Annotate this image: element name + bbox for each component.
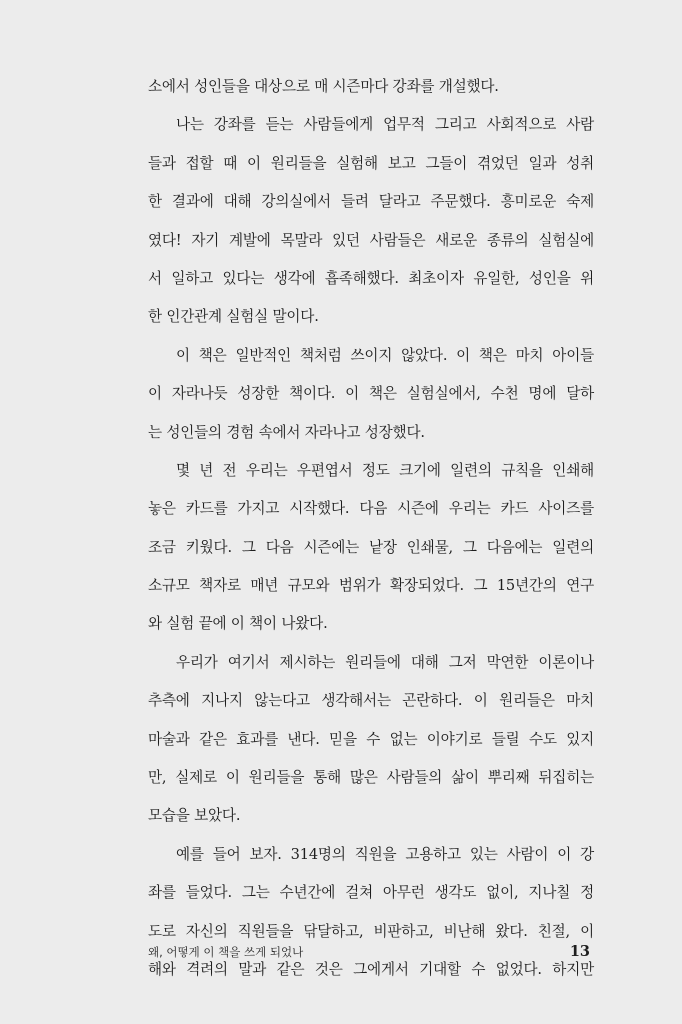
text-line: 였다! 자기 계발에 목말라 있던 사람들은 새로운 종류의 실험실에 [148,231,594,249]
page-number: 13 [569,943,590,960]
page-footer [148,940,594,964]
text-line: 모습을 보았다. [148,807,241,825]
running-title: 왜, 어떻게 이 책을 쓰게 되었나 [148,945,304,959]
text-line: 이 자라나듯 성장한 책이다. 이 책은 실험실에서, 수천 명에 달하 [148,385,594,403]
text-line: 몇 년 전 우리는 우편엽서 정도 크기에 일련의 규칙을 인쇄해 [176,461,594,479]
text-line: 이 책은 일반적인 책처럼 쓰이지 않았다. 이 책은 마치 아이들 [176,346,594,364]
text-line: 들과 접할 때 이 원리들을 실험해 보고 그들이 겪었던 일과 성취 [148,154,594,172]
text-line: 한 결과에 대해 강의실에서 들려 달라고 주문했다. 흥미로운 숙제 [148,193,594,211]
text-line: 한 인간관계 실험실 말이다. [148,308,319,326]
body-text [148,68,594,989]
text-line: 해와 격려의 말과 같은 것은 그에게서 기대할 수 없었다. 하지만 [148,960,594,978]
text-line: 놓은 카드를 가지고 시작했다. 다음 시즌에 우리는 카드 사이즈를 [148,500,594,518]
text-line: 와 실험 끝에 이 책이 나왔다. [148,615,328,633]
text-line: 서 일하고 있다는 생각에 흡족해했다. 최초이자 유일한, 성인을 위 [148,269,594,287]
text-line: 우리가 여기서 제시하는 원리들에 대해 그저 막연한 이론이나 [176,653,594,671]
text-line: 만, 실제로 이 원리들을 통해 많은 사람들의 삶이 뿌리째 뒤집히는 [148,769,594,787]
text-line: 추측에 지나지 않는다고 생각해서는 곤란하다. 이 원리들은 마치 [148,692,594,710]
text-line: 예를 들어 보자. 314명의 직원을 고용하고 있는 사람이 이 강 [176,845,594,863]
text-line: 좌를 들었다. 그는 수년간에 걸쳐 아무런 생각도 없이, 지나칠 정 [148,884,594,902]
text-line: 소에서 성인들을 대상으로 매 시즌마다 강좌를 개설했다. [148,78,499,95]
text-line: 는 성인들의 경험 속에서 자라나고 성장했다. [148,423,425,441]
text-line: 조금 키웠다. 그 다음 시즌에는 낱장 인쇄물, 그 다음에는 일련의 [148,538,594,556]
text-line: 나는 강좌를 듣는 사람들에게 업무적 그리고 사회적으로 사람 [176,116,594,134]
text-line: 도로 자신의 직원들을 닦달하고, 비판하고, 비난해 왔다. 친절, 이 [148,922,594,940]
text-line: 소규모 책자로 매년 규모와 범위가 확장되었다. 그 15년간의 연구 [148,577,594,595]
text-line: 마술과 같은 효과를 낸다. 믿을 수 없는 이야기로 들릴 수도 있지 [148,730,594,748]
